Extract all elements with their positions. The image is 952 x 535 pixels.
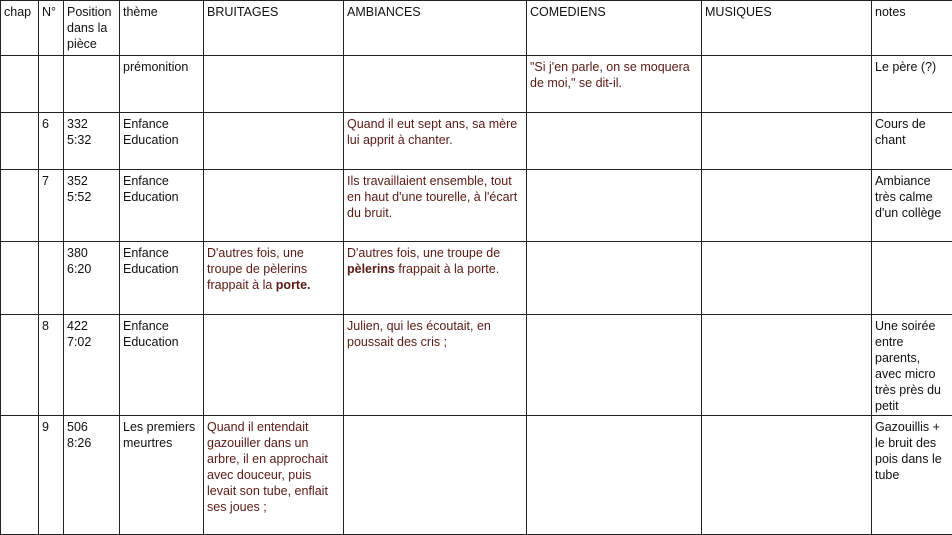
- header-comediens: COMEDIENS: [527, 1, 702, 56]
- header-num: N°: [39, 1, 64, 56]
- cell-musiques: [702, 56, 872, 113]
- table-row: [1, 416, 952, 535]
- cell-bruitages: [204, 56, 344, 113]
- cell-comediens: [527, 416, 702, 535]
- cell-notes: Le père (?): [872, 56, 952, 113]
- cell-theme: prémonition: [120, 56, 204, 113]
- cell-position: [64, 242, 120, 315]
- table-row: [1, 56, 952, 113]
- cell-ambiances: Quand il eut sept ans, sa mère lui apprit à chanter.: [344, 113, 527, 170]
- ambiances-text: D'autres fois, une troupe de: [347, 246, 500, 260]
- cell-num: 9: [39, 416, 64, 535]
- cell-chap: [1, 242, 39, 315]
- position-value: 352: [67, 174, 88, 188]
- cell-comediens: [527, 170, 702, 242]
- cell-bruitages: [204, 242, 344, 315]
- bruitages-bold-text: porte.: [276, 278, 311, 292]
- cell-chap: [1, 315, 39, 416]
- cell-chap: [1, 170, 39, 242]
- position-time: 8:26: [67, 436, 91, 450]
- ambiances-bold-text: pèlerins: [347, 262, 395, 276]
- cell-notes: Ambiance très calme d'un collège: [872, 170, 952, 242]
- cell-theme: Enfance Education: [120, 315, 204, 416]
- cell-bruitages: [204, 170, 344, 242]
- cell-ambiances: [344, 416, 527, 535]
- cell-bruitages: Quand il entendait gazouiller dans un arbre, il en approchait avec douceur, puis levait son tube, enflait ses joues ;: [204, 416, 344, 535]
- position-value: 422: [67, 319, 88, 333]
- cell-notes: Cours de chant: [872, 113, 952, 170]
- cell-bruitages: [204, 113, 344, 170]
- position-time: 5:32: [67, 133, 91, 147]
- cell-notes: [872, 242, 952, 315]
- table-row: [1, 315, 952, 416]
- cell-theme: Enfance Education: [120, 113, 204, 170]
- ambiances-text-end: frappait à la porte.: [395, 262, 499, 276]
- cell-musiques: [702, 242, 872, 315]
- cell-num: [39, 56, 64, 113]
- cell-musiques: [702, 315, 872, 416]
- bruitages-text: D'autres fois, une troupe de pèlerins frappait à la: [207, 246, 307, 292]
- cell-theme: Enfance Education: [120, 242, 204, 315]
- position-time: 7:02: [67, 335, 91, 349]
- cell-musiques: [702, 416, 872, 535]
- cell-position: [64, 113, 120, 170]
- header-chap: chap: [1, 1, 39, 56]
- cell-comediens: [527, 113, 702, 170]
- header-position: Position dans la pièce: [64, 1, 120, 56]
- position-value: 506: [67, 420, 88, 434]
- cell-comediens: "Si j'en parle, on se moquera de moi," se dit-il.: [527, 56, 702, 113]
- cell-ambiances: Ils travaillaient ensemble, tout en haut d'une tourelle, à l'écart du bruit.: [344, 170, 527, 242]
- header-row: [1, 1, 952, 56]
- cell-num: 7: [39, 170, 64, 242]
- cell-chap: [1, 56, 39, 113]
- cell-position: [64, 315, 120, 416]
- cell-comediens: [527, 242, 702, 315]
- cell-ambiances: Julien, qui les écoutait, en poussait des cris ;: [344, 315, 527, 416]
- cell-chap: [1, 113, 39, 170]
- position-time: 5:52: [67, 190, 91, 204]
- header-notes: notes: [872, 1, 952, 56]
- cell-comediens: [527, 315, 702, 416]
- position-time: 6:20: [67, 262, 91, 276]
- cell-position: [64, 170, 120, 242]
- cell-theme: Enfance Education: [120, 170, 204, 242]
- header-musiques: MUSIQUES: [702, 1, 872, 56]
- cell-chap: [1, 416, 39, 535]
- cell-theme: Les premiers meurtres: [120, 416, 204, 535]
- cell-num: 6: [39, 113, 64, 170]
- table-row: [1, 113, 952, 170]
- cell-musiques: [702, 170, 872, 242]
- cell-notes: Une soirée entre parents, avec micro très près du petit: [872, 315, 952, 416]
- cell-musiques: [702, 113, 872, 170]
- header-ambiances: AMBIANCES: [344, 1, 527, 56]
- cell-notes: Gazouillis + le bruit des pois dans le tube: [872, 416, 952, 535]
- position-value: 332: [67, 117, 88, 131]
- header-bruitages: BRUITAGES: [204, 1, 344, 56]
- cell-num: [39, 242, 64, 315]
- cell-position: [64, 416, 120, 535]
- header-theme: thème: [120, 1, 204, 56]
- cell-bruitages: [204, 315, 344, 416]
- cell-position: [64, 56, 120, 113]
- table-row: [1, 170, 952, 242]
- cell-ambiances: [344, 56, 527, 113]
- table-row: [1, 242, 952, 315]
- cell-num: 8: [39, 315, 64, 416]
- position-value: 380: [67, 246, 88, 260]
- cell-ambiances: [344, 242, 527, 315]
